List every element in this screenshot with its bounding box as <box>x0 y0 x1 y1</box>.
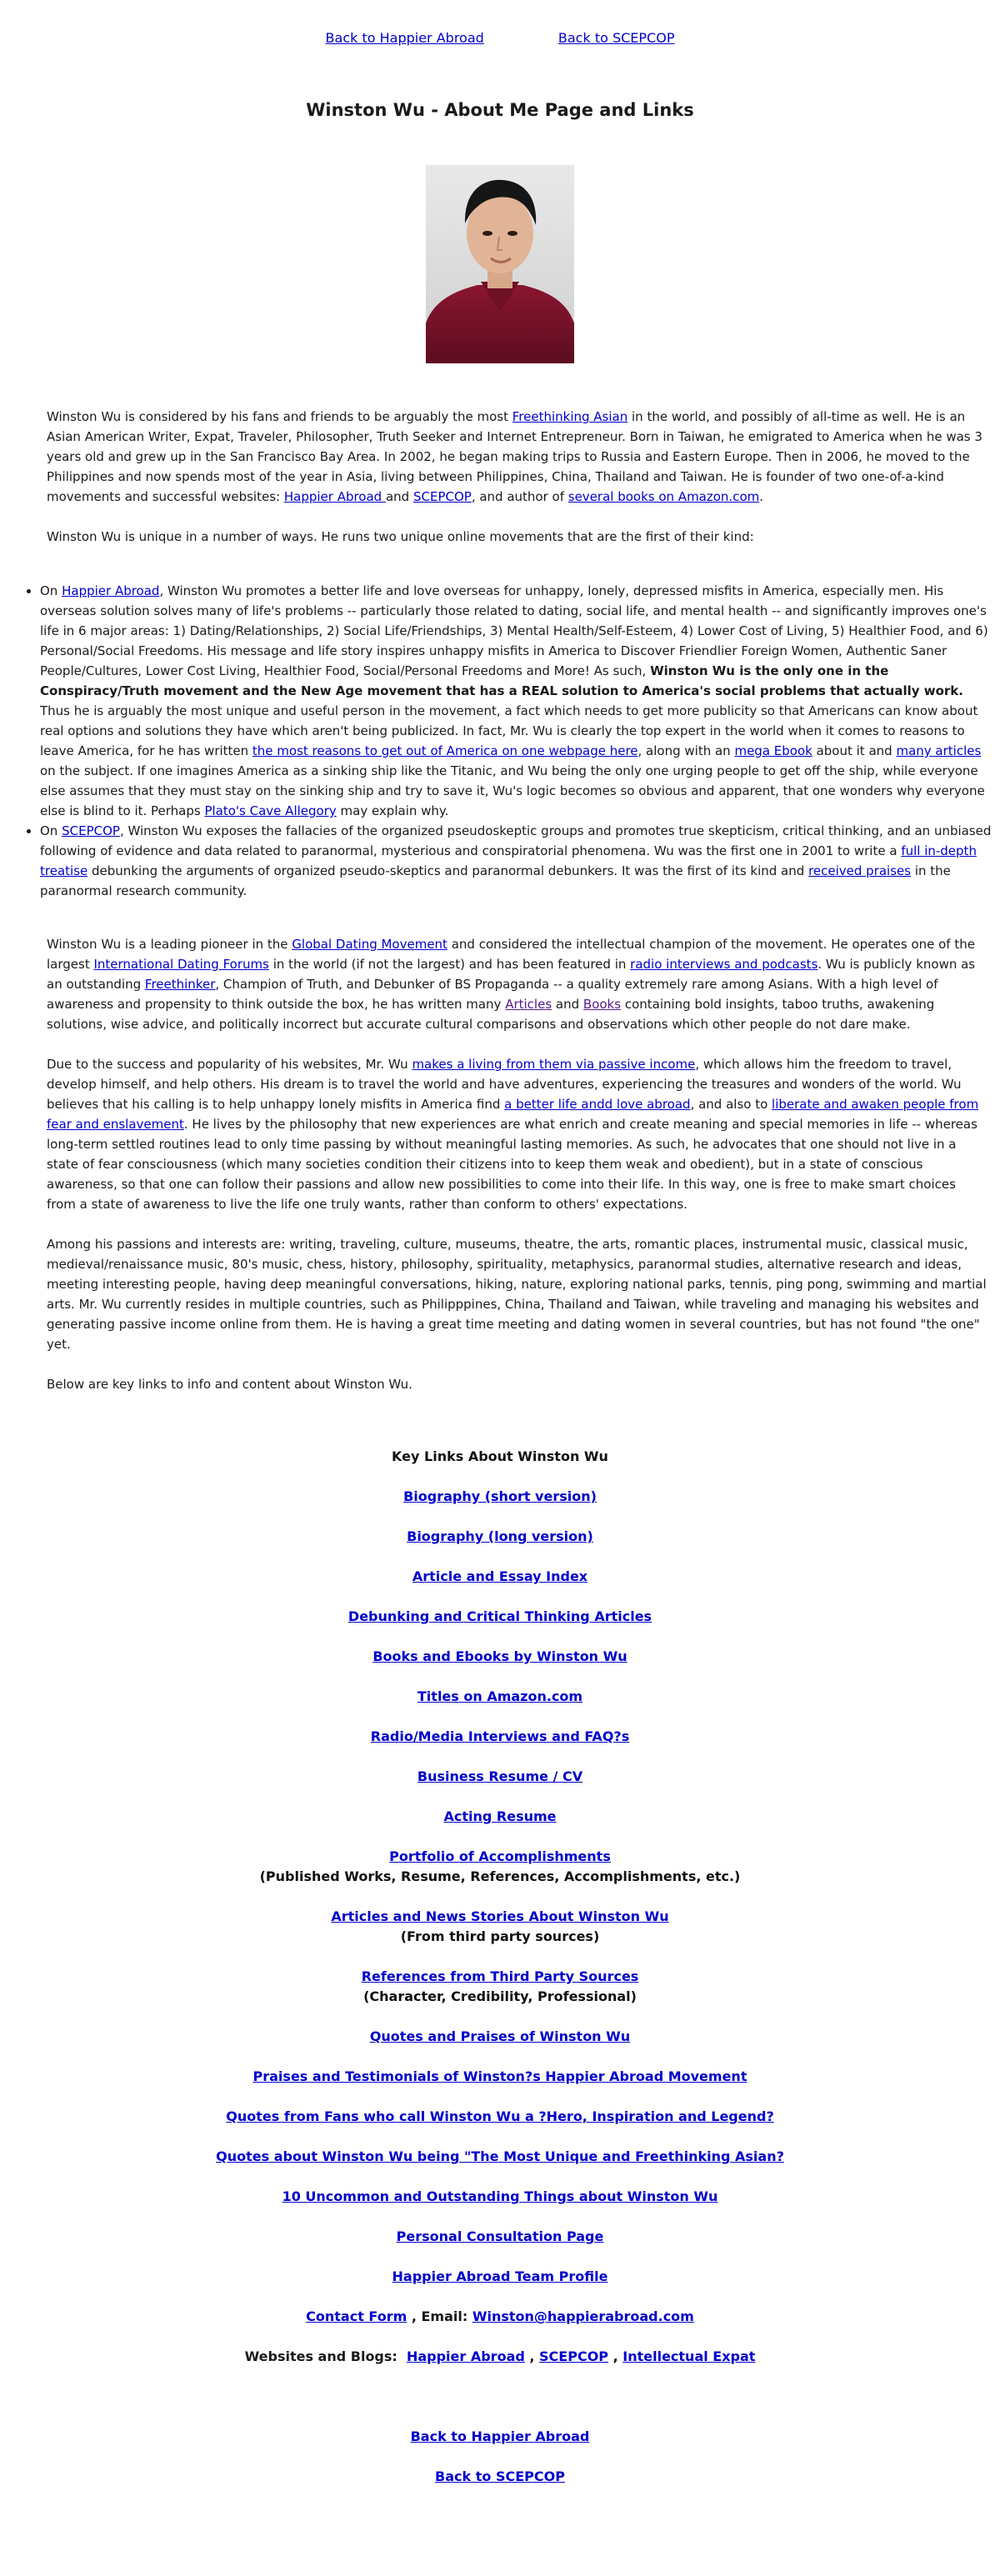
back-to-happier-abroad-link[interactable]: Back to Happier Abroad <box>325 30 484 46</box>
text: may explain why. <box>336 803 449 818</box>
email-label: , Email: <box>407 2308 472 2324</box>
text: , which allows him the freedom to travel, develop himself, and help others. His dream is to travel the world and have adventures, experiencing the treasures and wonders of the world. Wu believes that his calling is to help unhappy lonely misfits in America find <box>47 1057 962 1112</box>
passive-income-paragraph <box>47 1054 988 1214</box>
freethinking-asian-link[interactable]: Freethinking Asian <box>512 409 628 424</box>
scepcop-site-link[interactable]: SCEPCOP <box>539 2348 609 2364</box>
intellectual-expat-site-link[interactable]: Intellectual Expat <box>622 2348 756 2364</box>
key-link[interactable]: Acting Resume <box>443 1808 557 1824</box>
interests-paragraph: Among his passions and interests are: writing, traveling, culture, museums, theatre, the arts, romantic places, instrumental music, classical music, medieval/renaissance music, 80's music, chess, history, philosophy, spirituality, metaphysics, paranormal studies, alternative research and ideas, meeting interesting people, having deep meaningful conversations, hiking, nature, exploring national parks, tennis, ping pong, swimming and martial arts. Mr. Wu currently resides in multiple countries, such as Philipppines, China, Thailand and Taiwan, while traveling and managing his websites and generating passive income online from them. He is having a great time meeting and dating women in several countries, but has not found "the one" yet. <box>47 1237 987 1352</box>
text: On <box>40 823 62 838</box>
text: Due to the success and popularity of his websites, Mr. Wu <box>47 1057 412 1072</box>
received-praises-link[interactable]: received praises <box>808 863 912 878</box>
list-item <box>40 581 992 821</box>
text: Winston Wu is considered by his fans and friends to be arguably the most <box>47 409 512 424</box>
text: and <box>552 997 583 1012</box>
intro-paragraph <box>47 407 988 507</box>
key-link[interactable]: Biography (long version) <box>407 1528 593 1544</box>
text: about it and <box>812 743 897 758</box>
key-link[interactable]: Quotes and Praises of Winston Wu <box>369 2028 631 2044</box>
separator: , <box>524 2348 540 2364</box>
key-link[interactable]: Personal Consultation Page <box>396 2228 604 2244</box>
key-link[interactable]: 10 Uncommon and Outstanding Things about Winston Wu <box>282 2188 718 2204</box>
text: and considered the intellectual champion of the movement. He operates one of the largest <box>47 937 975 972</box>
key-links-heading: Key Links About Winston Wu <box>392 1448 608 1464</box>
text: in the world, and possibly of all-time as well. He is an Asian American Writer, Expat, Traveler, Philosopher, Truth Seeker and Internet Entrepreneur. Born in Taiwan, he emigrated to America when he was 3 years old and grew up in the San Francisco Bay Area. In 2002, he began making trips to Russia and Eastern Europe. Then in 2006, he moved to the Philippines and now spends most of the year in Asia, living between Philippines, China, Thailand and Taiwan. He is founder of two one-of-a-kind movements and successful websites: <box>47 409 982 504</box>
key-link[interactable]: Happier Abroad Team Profile <box>392 2268 608 2284</box>
profile-photo <box>426 165 574 363</box>
list-item <box>40 821 992 901</box>
contact-form-link[interactable]: Contact Form <box>306 2308 408 2324</box>
better-life-abroad-link[interactable]: a better life andd love abroad <box>504 1097 691 1112</box>
liberate-awaken-link[interactable]: liberate and awaken people from fear and enslavement <box>47 1097 979 1132</box>
dating-forums-link[interactable]: International Dating Forums <box>93 957 269 972</box>
text: , and author of <box>471 489 568 504</box>
mega-ebook-link[interactable]: mega Ebook <box>734 743 812 758</box>
news-stories-link[interactable]: Articles and News Stories About Winston Wu <box>331 1908 669 1924</box>
happier-abroad-link[interactable]: Happier Abroad <box>283 489 386 504</box>
text: . He lives by the philosophy that new experiences are what enrich and create meaning and special memories in life -- whereas long-term settled routines lead to only time passing by without meaningful lasting memories. As such, he advocates that one should not live in a state of fear consciousness (which many societies condition their citizens into to keep them weak and obedient), but in a state of conscious awareness, so that one can follow their passions and allow new possibilities to come into their life. In this way, one is free to make smart choices from a state of awareness to live the life one truly wants, rather than conform to others' expectations. <box>47 1117 978 1212</box>
text: , along with an <box>638 743 735 758</box>
movements-list <box>0 581 992 901</box>
key-link[interactable]: Praises and Testimonials of Winston?s Happier Abroad Movement <box>252 2068 748 2084</box>
page-title: Winston Wu - About Me Page and Links <box>306 100 694 120</box>
key-link[interactable]: Debunking and Critical Thinking Articles <box>348 1608 652 1624</box>
key-link[interactable]: Business Resume / CV <box>417 1768 583 1784</box>
top-nav <box>0 30 1000 46</box>
key-link[interactable]: Radio/Media Interviews and FAQ?s <box>370 1728 630 1744</box>
text: , and also to <box>690 1097 772 1112</box>
text: and <box>385 489 413 504</box>
portfolio-subtitle: (Published Works, Resume, References, Accomplishments, etc.) <box>259 1868 741 1884</box>
scepcop-link[interactable]: SCEPCOP <box>62 823 120 838</box>
text: on the subject. If one imagines America as a sinking ship like the Titanic, and Wu being the only one urging people to get off the ship, while everyone else assumes that they must stay on the sinking ship and try to save it, Wu's logic becomes so obvious and apparent, that one wonders why everyone else is blind to it. Perhaps <box>40 763 985 818</box>
unique-paragraph: Winston Wu is unique in a number of ways. He runs two unique online movements that are the first of their kind: <box>47 529 754 544</box>
amazon-books-link[interactable]: several books on Amazon.com <box>568 489 760 504</box>
reasons-to-leave-link[interactable]: the most reasons to get out of America on one webpage here <box>252 743 638 758</box>
references-subtitle: (Character, Credibility, Professional) <box>363 1988 637 2004</box>
key-link[interactable]: Quotes from Fans who call Winston Wu a ?Hero, Inspiration and Legend? <box>226 2108 774 2124</box>
intro-section <box>47 407 988 567</box>
text: Thus he is arguably the most unique and useful person in the movement, a fact which needs to get more publicity so that Americans can know about real options and solutions they have which aren't being publicized. In fact, Mr. Wu is clearly the top expert in the world when it comes to reasons to leave America, for he has written <box>40 703 978 758</box>
key-links-section <box>0 1447 1000 2387</box>
key-link[interactable]: Article and Essay Index <box>412 1568 588 1584</box>
body-section <box>47 934 988 1414</box>
bold-statement: Winston Wu is the only one in the Conspiracy/Truth movement and the New Age movement that has a REAL solution to America's social problems that actually work. <box>40 663 963 698</box>
email-link[interactable]: Winston@happierabroad.com <box>472 2308 694 2324</box>
text: containing bold insights, taboo truths, awakening solutions, wise advice, and politically incorrect but accurate cultural comparisons and observations which other people do not dare make. <box>47 997 935 1032</box>
passive-income-link[interactable]: makes a living from them via passive income <box>412 1057 696 1072</box>
references-link[interactable]: References from Third Party Sources <box>361 1968 639 1984</box>
text: , Winston Wu promotes a better life and love overseas for unhappy, lonely, depressed misfits in America, especially men. His overseas solution solves many of life's problems -- particularly those related to dating, social life, and mental health -- and significantly improves one's life in 6 major areas: 1) Dating/Relationships, 2) Social Life/Friendships, 3) Mental Health/Self-Esteem, 4) Lower Cost of Living, 5) Healthier Food, and 6) Personal/Social Freedoms. His message and life story inspires unhappy misfits in America to Discover Friendlier Foreign Women, Authentic Saner People/Cultures, Lower Cost Living, Healthier Food, Social/Personal Freedoms and More! As such, <box>40 583 988 678</box>
treatise-link[interactable]: full in-depth treatise <box>40 843 977 878</box>
footer-scepcop-link[interactable]: Back to SCEPCOP <box>435 2468 565 2484</box>
websites-label: Websites and Blogs: <box>244 2348 398 2364</box>
scepcop-link[interactable]: SCEPCOP <box>412 489 472 504</box>
platos-cave-link[interactable]: Plato's Cave Allegory <box>204 803 337 818</box>
portrait-image <box>426 165 574 363</box>
freethinker-link[interactable]: Freethinker <box>144 977 216 992</box>
text: in the world (if not the largest) and has been featured in <box>268 957 631 972</box>
key-link[interactable]: Titles on Amazon.com <box>417 1688 583 1704</box>
text: Winston Wu is a leading pioneer in the <box>47 937 292 952</box>
text: On <box>40 583 62 598</box>
websites-row <box>0 2347 1000 2387</box>
footer-nav <box>0 2427 1000 2507</box>
text: in the paranormal research community. <box>40 863 951 898</box>
happier-abroad-link[interactable]: Happier Abroad <box>62 583 160 598</box>
back-to-scepcop-link[interactable]: Back to SCEPCOP <box>558 30 675 46</box>
happier-abroad-site-link[interactable]: Happier Abroad <box>406 2348 525 2364</box>
key-link[interactable]: Quotes about Winston Wu being "The Most Unique and Freethinking Asian? <box>216 2148 784 2164</box>
global-dating-movement-link[interactable]: Global Dating Movement <box>292 937 448 952</box>
footer-happier-abroad-link[interactable]: Back to Happier Abroad <box>410 2428 590 2444</box>
text: debunking the arguments of organized pseudo-skeptics and paranormal debunkers. It was the first of its kind and <box>88 863 809 878</box>
text: . Wu is publicly known as an outstanding <box>47 957 976 992</box>
key-links-intro: Below are key links to info and content about Winston Wu. <box>47 1377 412 1392</box>
text: . <box>759 489 764 504</box>
pioneer-paragraph <box>47 934 988 1034</box>
key-link[interactable]: Biography (short version) <box>403 1488 597 1504</box>
text: , Winston Wu exposes the fallacies of the organized pseudoskeptic groups and promotes true skepticism, critical thinking, and an unbiased following of evidence and data related to paranormal, mysterious and conspiratorial phenomena. Wu was the first one in 2001 to write a <box>40 823 992 858</box>
articles-link[interactable]: Articles <box>505 997 552 1012</box>
key-link[interactable]: Books and Ebooks by Winston Wu <box>372 1648 628 1664</box>
text: , Champion of Truth, and Debunker of BS Propaganda -- a quality extremely rare among Asians. With a high level of awareness and propensity to think outside the box, he has written many <box>47 977 938 1012</box>
books-link[interactable]: Books <box>582 997 622 1012</box>
separator: , <box>608 2348 623 2364</box>
contact-row <box>0 2307 1000 2347</box>
news-subtitle: (From third party sources) <box>400 1928 600 1944</box>
radio-interviews-link[interactable]: radio interviews and podcasts <box>630 957 818 972</box>
portfolio-link[interactable]: Portfolio of Accomplishments <box>389 1848 611 1864</box>
many-articles-link[interactable]: many articles <box>896 743 982 758</box>
